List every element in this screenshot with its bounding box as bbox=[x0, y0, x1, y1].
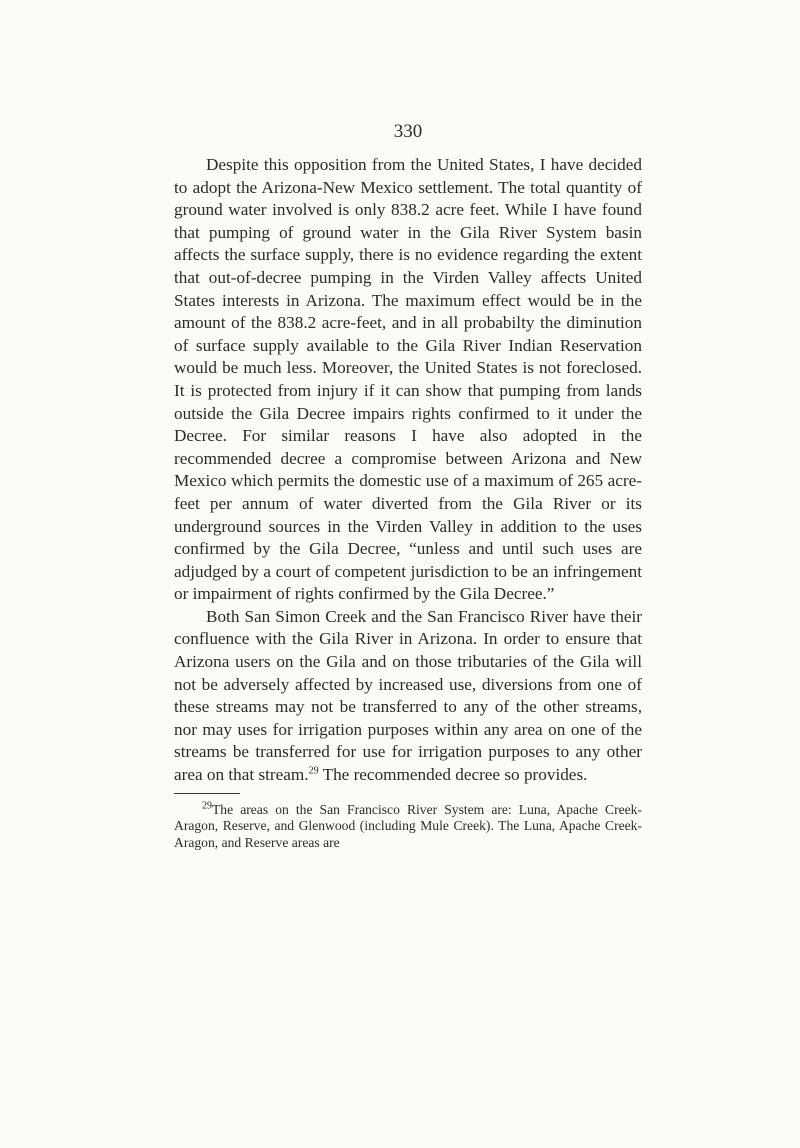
footnote-marker: 29 bbox=[202, 800, 212, 812]
paragraph-2-text-end: The recommended decree so provides. bbox=[318, 765, 588, 785]
footnote bbox=[174, 802, 642, 852]
document-page bbox=[174, 118, 642, 851]
footnote-divider bbox=[174, 793, 240, 794]
footnote-reference: 29 bbox=[308, 765, 319, 777]
paragraph-2 bbox=[174, 606, 642, 787]
paragraph-1: Despite this opposition from the United States, I have decided to adopt the Arizona-New Mexico settlement. The total quantity of ground water involved is only 838.2 acre feet. While I have found that pumping of ground water in the Gila River System basin affects the surface supply, there is no evidence regarding the extent that out-of-decree pumping in the Virden Valley affects United States interests in Arizona. The maximum effect would be in the amount of the 838.2 acre-feet, and in all probabilty the diminution of surface supply available to the Gila River Indian Reservation would be much less. Moreover, the United States is not foreclosed. It is protected from injury if it can show that pumping from lands outside the Gila Decree impairs rights confirmed to it under the Decree. For similar reasons I have also adopted in the recommended decree a compromise between Arizona and New Mexico which permits the domestic use of a maximum of 265 acre-feet per annum of water diverted from the Gila River or its underground sources in the Virden Valley in addition to the uses confirmed by the Gila Decree, “unless and until such uses are adjudged by a court of competent jurisdiction to be an infringement or impairment of rights confirmed by the Gila Decree.” bbox=[174, 155, 642, 604]
paragraph-2-text: Both San Simon Creek and the San Francisco River have their confluence with the Gila River in Arizona. In order to ensure that Arizona users on the Gila and on those tributaries of the Gila will not be adversely affected by increased use, diversions from one of these streams may not be transferred to any of the other streams, nor may uses for irrigation purposes within any area on one of the streams be transferred for use for irrigation purposes to any other area on that stream. bbox=[174, 606, 642, 785]
footnote-text: The areas on the San Francisco River System are: Luna, Apache Creek-Aragon, Reserve, and Glenwood (including Mule Creek). The Luna, Apache Creek-Aragon, and Reserve areas are bbox=[174, 801, 642, 850]
page-number: 330 bbox=[393, 121, 423, 142]
